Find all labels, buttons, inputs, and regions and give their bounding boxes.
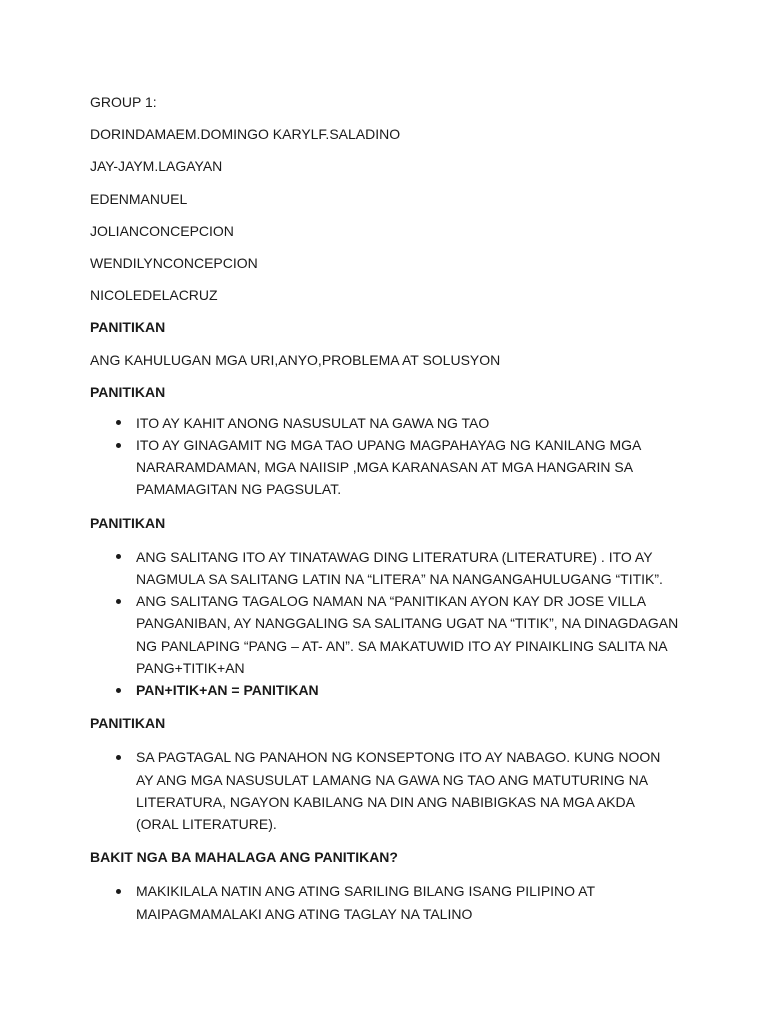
member-name: DORINDAMAEM.DOMINGO KARYLF.SALADINO <box>90 126 401 143</box>
section-heading: PANITIKAN <box>90 383 166 400</box>
list-item: PAN+ITIK+AN = PANITIKAN <box>136 679 680 701</box>
section-subtitle: ANG KAHULUGAN MGA URI,ANYO,PROBLEMA AT SOLUSYON <box>90 351 501 368</box>
section-heading: PANITIKAN <box>90 514 166 531</box>
member-name: NICOLEDELACRUZ <box>90 287 218 304</box>
member-name: WENDILYNCONCEPCION <box>90 254 258 271</box>
list-item: SA PAGTAGAL NG PANAHON NG KONSEPTONG ITO AY NABAGO. KUNG NOON AY ANG MGA NASUSULAT LAMANG NA GAWA NG TAO ANG MATUTURING NA LITERATURA, NGAYON KABILANG NA DIN ANG NABIBIGKAS NA MGA AKDA (ORAL LITERATURE). <box>136 746 680 835</box>
bullet-list <box>90 412 680 501</box>
list-item: ANG SALITANG ITO AY TINATAWAG DING LITERATURA (LITERATURE) . ITO AY NAGMULA SA SALITANG LATIN NA “LITERA” NA NANGANGAHULUGANG “TITIK”. <box>136 546 680 590</box>
member-name: JOLIANCONCEPCION <box>90 222 234 239</box>
section-heading: PANITIKAN <box>90 319 166 336</box>
section-heading: PANITIKAN <box>90 715 166 732</box>
member-name: JAY-JAYM.LAGAYAN <box>90 158 223 175</box>
list-item: MAKIKILALA NATIN ANG ATING SARILING BILANG ISANG PILIPINO AT MAIPAGMAMALAKI ANG ATING TAGLAY NA TALINO <box>136 880 680 924</box>
group-header: GROUP 1: <box>90 94 157 110</box>
list-item: ANG SALITANG TAGALOG NAMAN NA “PANITIKAN AYON KAY DR JOSE VILLA PANGANIBAN, AY NANGGALING SA SALITANG UGAT NA “TITIK”, NA DINAGDAGAN NG PANLAPING “PANG – AT- AN”. SA MAKATUWID ITO AY PINAIKLING SALITA NA PANG+TITIK+AN <box>136 590 680 679</box>
list-item: ITO AY GINAGAMIT NG MGA TAO UPANG MAGPAHAYAG NG KANILANG MGA NARARAMDAMAN, MGA NAIISIP ,MGA KARANASAN AT MGA HANGARIN SA PAMAMAGITAN NG PAGSULAT. <box>136 434 680 501</box>
bullet-list <box>90 746 680 835</box>
bullet-list <box>90 546 680 701</box>
document-page <box>90 93 680 938</box>
bullet-list <box>90 880 680 924</box>
member-name: EDENMANUEL <box>90 190 188 207</box>
section-heading: BAKIT NGA BA MAHALAGA ANG PANITIKAN? <box>90 849 398 866</box>
list-item: ITO AY KAHIT ANONG NASUSULAT NA GAWA NG TAO <box>136 412 680 434</box>
